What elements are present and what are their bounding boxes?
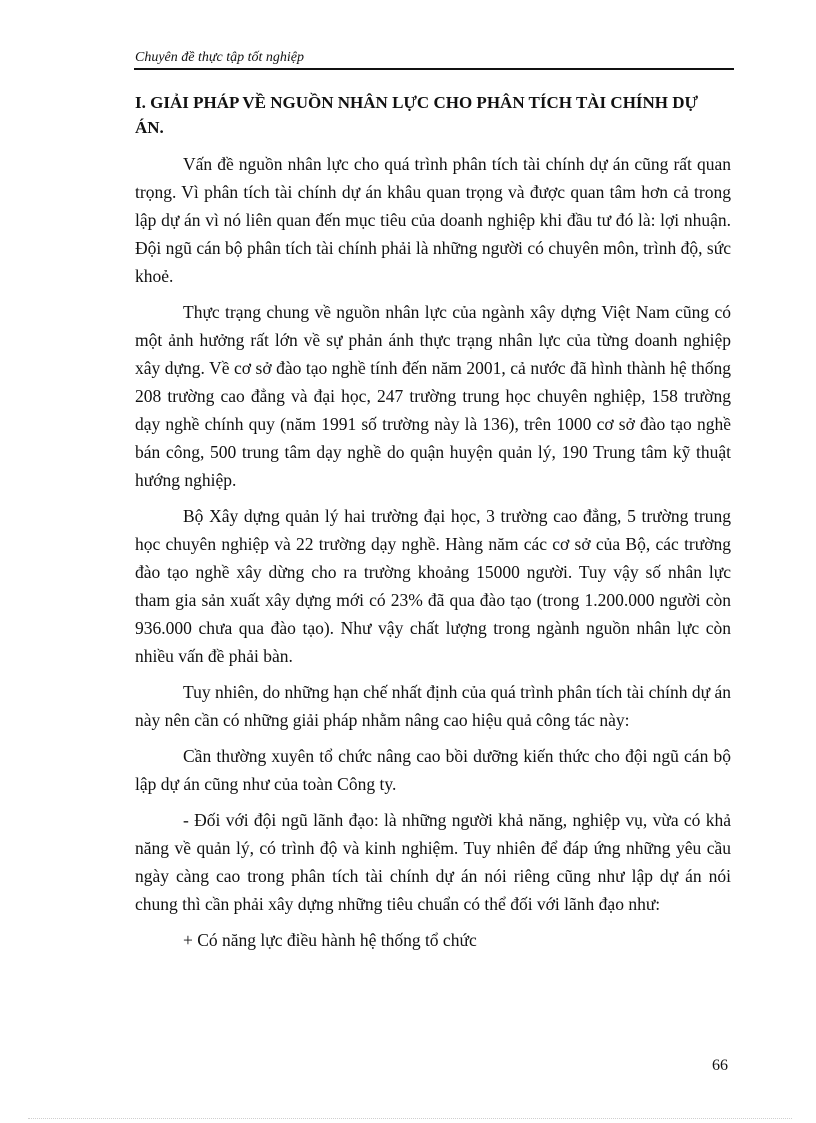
running-header: Chuyên đề thực tập tốt nghiệp (135, 50, 304, 65)
page-number: 66 (712, 1057, 728, 1074)
section-heading: I. GIẢI PHÁP VỀ NGUỒN NHÂN LỰC CHO PHÂN TÍCH TÀI CHÍNH DỰ ÁN. (135, 93, 699, 137)
body-paragraph: Thực trạng chung về nguồn nhân lực của ngành xây dựng Việt Nam cũng có một ảnh hưởng rất lớn về sự phản ánh thực trạng nhân lực của từng doanh nghiệp xây dựng. Về cơ sở đào tạo nghề tính đến năm 2001, cả nước đã hình thành hệ thống 208 trường cao đẳng và đại học, 247 trường trung học chuyên nghiệp, 158 trường dạy nghề chính quy (năm 1991 số trường này là 136), trên 1000 cơ sở đào tạo nghề bán công, 500 trung tâm dạy nghề do quận huyện quản lý, 190 Trung tâm kỹ thuật hướng nghiệp. (135, 302, 731, 490)
body-paragraph: Bộ Xây dựng quản lý hai trường đại học, 3 trường cao đẳng, 5 trường trung học chuyên nghiệp và 22 trường dạy nghề. Hàng năm các cơ sở của Bộ, các trường đào tạo nghề xây dừng cho ra trường khoảng 15000 người. Tuy vậy số nhân lực tham gia sản xuất xây dựng mới có 23% đã qua đào tạo (trong 1.200.000 người còn 936.000 chưa qua đào tạo). Như vậy chất lượng trong ngành nguồn nhân lực còn nhiều vấn đề phải bàn. (135, 506, 731, 666)
header-divider (134, 68, 734, 70)
page-body (135, 90, 731, 954)
body-paragraph: - Đối với đội ngũ lãnh đạo: là những người khả năng, nghiệp vụ, vừa có khả năng về quản lý, có trình độ và kinh nghiệm. Tuy nhiên để đáp ứng những yêu cầu ngày càng cao trong phân tích tài chính dự án nói riêng cũng như lập dự án nói chung thì cần phải xây dựng những tiêu chuẩn có thể đối với lãnh đạo như: (135, 810, 731, 914)
body-paragraph: Tuy nhiên, do những hạn chế nhất định của quá trình phân tích tài chính dự án này nên cần có những giải pháp nhằm nâng cao hiệu quả công tác này: (135, 682, 731, 730)
body-paragraph: Vấn đề nguồn nhân lực cho quá trình phân tích tài chính dự án cũng rất quan trọng. Vì phân tích tài chính dự án khâu quan trọng và được quan tâm hơn cả trong lập dự án vì nó liên quan đến mục tiêu của doanh nghiệp khi đầu tư đó là: lợi nhuận. Đội ngũ cán bộ phân tích tài chính phải là những người có chuyên môn, trình độ, sức khoẻ. (135, 154, 731, 286)
page-boundary-divider (28, 1118, 792, 1119)
body-paragraph: Cần thường xuyên tổ chức nâng cao bồi dưỡng kiến thức cho đội ngũ cán bộ lập dự án cũng như của toàn Công ty. (135, 746, 731, 794)
body-paragraph: + Có năng lực điều hành hệ thống tổ chức (183, 930, 477, 950)
